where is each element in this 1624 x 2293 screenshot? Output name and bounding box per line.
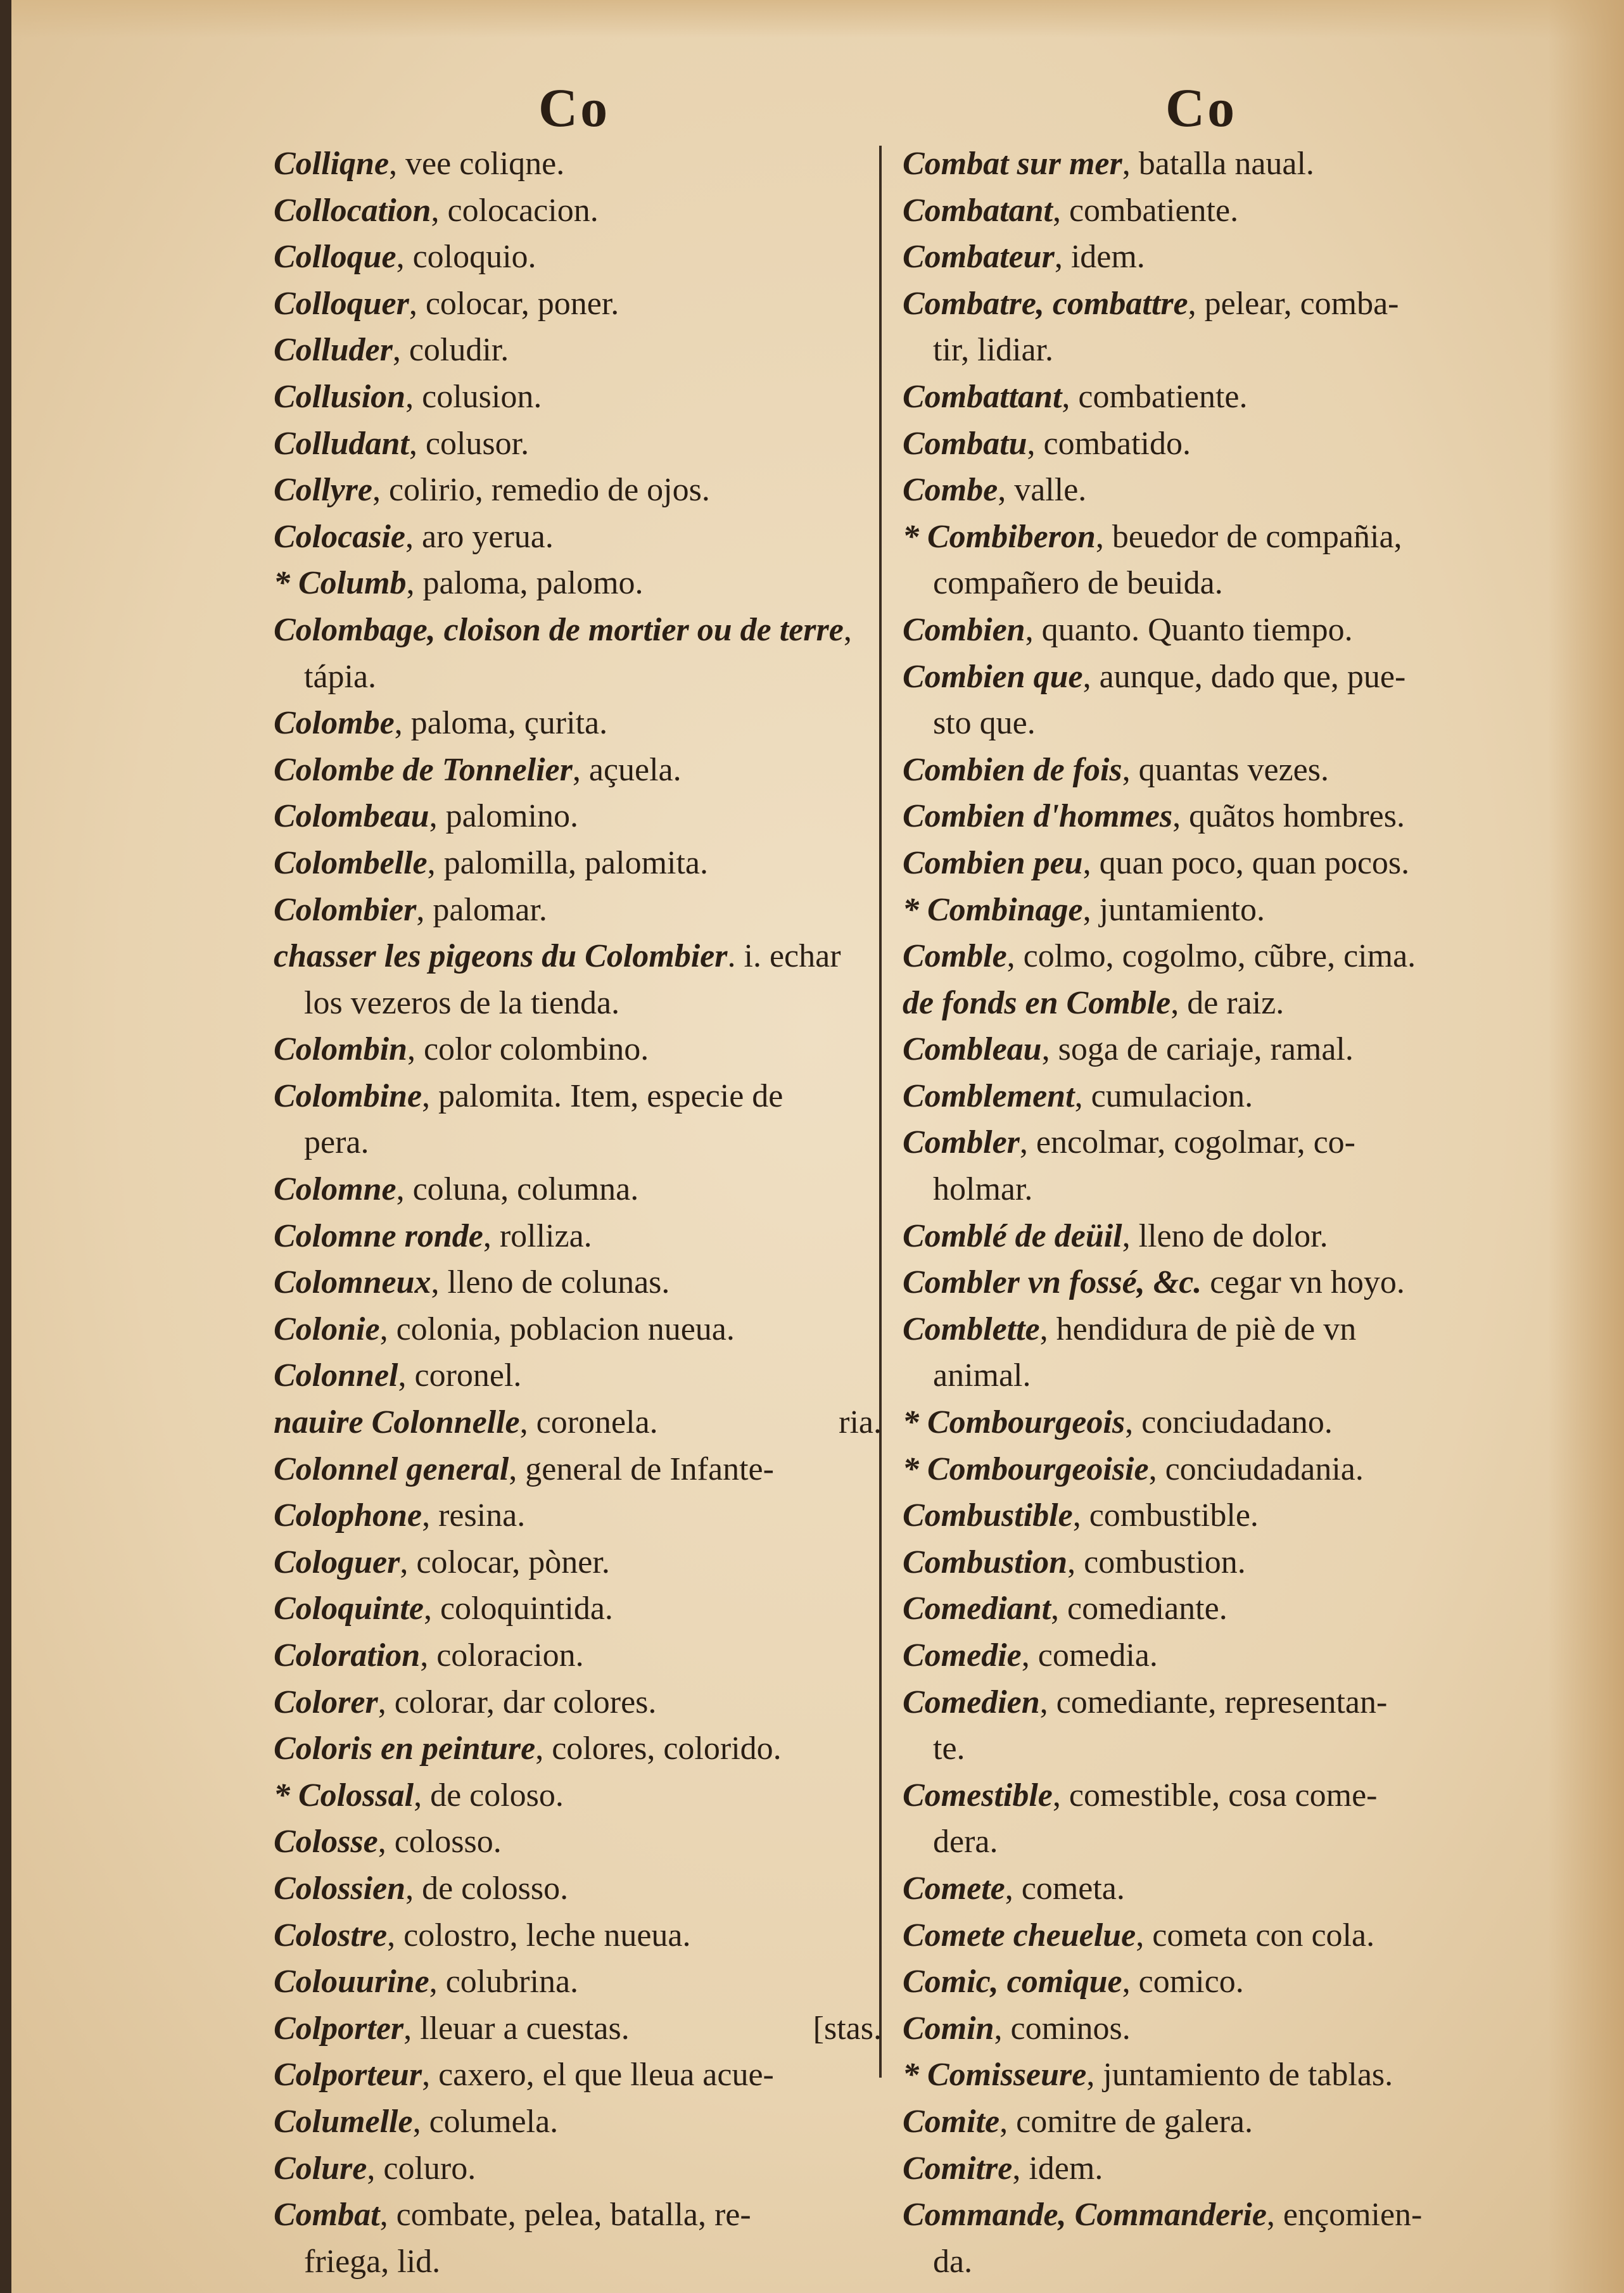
entry-continuation: da. [933, 2243, 973, 2280]
dictionary-entry [274, 234, 882, 281]
entry-definition: , lleno de colunas. [431, 1264, 670, 1301]
entry-definition: , combatiente. [1052, 192, 1239, 229]
entry-headword: Colombage, cloison de mortier ou de terre [274, 611, 844, 648]
entry-definition: , comediante. [1051, 1591, 1228, 1627]
dictionary-entry [274, 1632, 882, 1679]
entry-definition: , encolmar, cogolmar, co- [1019, 1124, 1355, 1161]
dictionary-entry [274, 1399, 882, 1446]
entry-definition: , colocar, poner. [409, 285, 619, 322]
entry-headword: Colombin [274, 1031, 407, 1068]
dictionary-entry [903, 1026, 1504, 1073]
entry-definition: , coluro. [367, 2150, 476, 2187]
dictionary-entry [274, 2192, 882, 2239]
entry-definition: cegar vn hoyo. [1202, 1264, 1405, 1301]
entry-definition: , colocacion. [431, 192, 599, 229]
dictionary-entry [903, 2099, 1504, 2145]
entry-headword: Combien de fois [903, 751, 1122, 788]
entry-headword: Colombe [274, 705, 395, 742]
entry-definition: , colirio, remedio de ojos. [372, 472, 710, 509]
dictionary-entry [903, 1259, 1504, 1306]
running-head-right: Co [1165, 77, 1238, 138]
entry-definition: , soga de cariaje, ramal. [1041, 1031, 1354, 1068]
dictionary-entry [274, 607, 882, 654]
dictionary-entry [274, 281, 882, 327]
page-right-shadow [1548, 0, 1624, 2293]
dictionary-entry [274, 1679, 882, 1726]
dictionary-entry [903, 1492, 1504, 1539]
entry-headword: Colonnel general [274, 1451, 509, 1487]
entry-definition: , [843, 611, 852, 648]
dictionary-entry [274, 1492, 882, 1539]
entry-definition: , quanto. Quanto tiempo. [1025, 611, 1353, 648]
entry-headword: Combat [274, 2197, 380, 2233]
dictionary-entry [274, 1259, 882, 1306]
dictionary-entry [903, 1119, 1504, 1166]
entry-headword: Colombine [274, 1077, 422, 1114]
entry-headword: Comin [903, 2010, 994, 2047]
entry-headword: Coloration [274, 1637, 421, 1674]
dictionary-entry [274, 514, 882, 561]
dictionary-entry [274, 1865, 882, 1912]
entry-headword: Colocasie [274, 518, 405, 555]
dictionary-entry [274, 793, 882, 840]
entry-definition: , lleno de dolor. [1122, 1217, 1328, 1254]
dictionary-entry [274, 887, 882, 934]
dictionary-entry [274, 2005, 882, 2052]
entry-definition: , quantas vezes. [1122, 751, 1329, 788]
entry-definition: , açuela. [572, 751, 682, 788]
entry-continuation: dera. [933, 1824, 998, 1860]
entry-definition: , palomino. [429, 798, 578, 835]
dictionary-entry [274, 327, 882, 374]
entry-headword: Columelle [274, 2103, 413, 2140]
entry-headword: Colomneux [274, 1264, 431, 1301]
entry-definition: , hendidura de piè de vn [1039, 1311, 1357, 1347]
entry-definition: , columela. [412, 2103, 559, 2140]
entry-headword: Combatant [903, 192, 1053, 229]
entry-headword: Colostre [274, 1917, 388, 1953]
dictionary-entry [274, 141, 882, 187]
entry-headword: Comete [903, 1870, 1005, 1907]
entry-continuation: los vezeros de la tienda. [304, 984, 620, 1021]
entry-headword: Colophone [274, 1497, 422, 1534]
entry-headword: * Comisseure [903, 2057, 1087, 2093]
entry-headword: Combleau [903, 1031, 1042, 1068]
entry-headword: Combien peu [903, 844, 1083, 881]
page-top-edge [0, 0, 1624, 38]
entry-headword: Colloquer [274, 285, 409, 322]
dictionary-entry [274, 1959, 882, 2005]
entry-headword: * Colossal [274, 1777, 414, 1813]
entry-definition: , colmo, cogolmo, cũbre, cima. [1006, 938, 1416, 975]
entry-headword: * Combinage [903, 891, 1083, 928]
entry-continuation: friega, lid. [304, 2243, 441, 2280]
entry-headword: Collusion [274, 378, 406, 415]
entry-definition: , idem. [1012, 2150, 1103, 2187]
entry-headword: Comic, comique [903, 1964, 1122, 2000]
entry-headword: Colomne [274, 1171, 396, 1208]
entry-continuation: tir, lidiar. [933, 332, 1053, 369]
entry-headword: Combat sur mer [903, 146, 1122, 182]
entry-definition: , coloquio. [396, 239, 536, 276]
entry-headword: Colloque [274, 239, 396, 276]
dictionary-entry [274, 1912, 882, 1959]
entry-definition: , palomar. [416, 891, 547, 928]
entry-definition: , colubrina. [429, 1964, 579, 2000]
entry-headword: Colombier [274, 891, 417, 928]
entry-headword: Comblé de deüil [903, 1217, 1122, 1254]
dictionary-entry [903, 1585, 1504, 1632]
entry-definition: , idem. [1054, 239, 1145, 276]
entry-headword: nauire Colonnelle [274, 1404, 520, 1441]
entry-headword: Comete cheuelue [903, 1917, 1136, 1953]
overflow-fragment: [stas. [813, 2010, 882, 2047]
entry-headword: Cologuer [274, 1544, 400, 1580]
entry-definition: , coronela. [519, 1404, 658, 1441]
dictionary-entry [903, 607, 1504, 654]
dictionary-entry [903, 793, 1504, 840]
entry-headword: Combe [903, 472, 998, 509]
entry-definition: , general de Infante- [509, 1451, 774, 1487]
entry-headword: Collocation [274, 192, 431, 229]
dictionary-entry [274, 840, 882, 887]
entry-definition: , de coloso. [414, 1777, 564, 1813]
dictionary-entry [903, 1446, 1504, 1493]
entry-definition: , cominos. [994, 2010, 1131, 2047]
entry-definition: , colosso. [377, 1824, 502, 1860]
entry-headword: Colporter [274, 2010, 404, 2047]
dictionary-entry [903, 1632, 1504, 1679]
entry-definition: , comitre de galera. [999, 2103, 1253, 2140]
entry-headword: * Combourgeoisie [903, 1451, 1149, 1487]
dictionary-entry [903, 1539, 1504, 1586]
entry-definition: , palomilla, palomita. [427, 844, 708, 881]
entry-headword: Colombe de Tonnelier [274, 751, 573, 788]
entry-headword: Colporteur [274, 2057, 422, 2093]
entry-definition: . i. echar [727, 938, 841, 975]
entry-definition: , comico. [1122, 1964, 1244, 2000]
entry-headword: Colorer [274, 1684, 378, 1720]
entry-definition: , vee coliqne. [389, 146, 565, 182]
entry-definition: , comedia. [1021, 1637, 1158, 1674]
entry-headword: * Columb [274, 565, 407, 602]
entry-headword: Combatre, combattre [903, 285, 1188, 322]
entry-definition: , colores, colorido. [535, 1731, 782, 1767]
entry-definition: , color colombino. [407, 1031, 649, 1068]
entry-definition: , paloma, palomo. [406, 565, 644, 602]
entry-definition: , cometa. [1005, 1870, 1125, 1907]
entry-definition: , de raiz. [1170, 984, 1285, 1021]
entry-headword: chasser les pigeons du Colombier [274, 938, 728, 975]
entry-definition: , colostro, leche nueua. [387, 1917, 691, 1953]
entry-definition: , rolliza. [483, 1217, 592, 1254]
entry-headword: Coloris en peinture [274, 1731, 536, 1767]
overflow-fragment: ria. [839, 1404, 882, 1441]
dictionary-entry [903, 1865, 1504, 1912]
dictionary-entry [274, 560, 882, 607]
dictionary-entry [903, 887, 1504, 934]
entry-definition: , coloracion. [420, 1637, 584, 1674]
entry-definition: , paloma, çurita. [394, 705, 608, 742]
entry-definition: , coloquintida. [423, 1591, 613, 1627]
entry-definition: , pelear, comba- [1188, 285, 1399, 322]
dictionary-entry [903, 1679, 1504, 1726]
dictionary-entry [903, 654, 1504, 701]
entry-headword: Colosse [274, 1824, 378, 1860]
entry-definition: , combatido. [1027, 425, 1191, 462]
left-column [274, 141, 882, 2285]
entry-headword: Colouurine [274, 1964, 429, 2000]
entry-headword: Combler [903, 1124, 1020, 1161]
entry-headword: Commande, Commanderie [903, 2197, 1267, 2233]
entry-headword: Combien [903, 611, 1025, 648]
entry-definition: , coluna, columna. [396, 1171, 639, 1208]
entry-definition: , cumulacion. [1074, 1077, 1253, 1114]
dictionary-entry [274, 1352, 882, 1399]
entry-headword: Colomne ronde [274, 1217, 483, 1254]
entry-headword: Colliqne [274, 146, 390, 182]
dictionary-entry [903, 2052, 1504, 2099]
entry-definition: , aro yerua. [405, 518, 554, 555]
entry-definition: , juntamiento. [1082, 891, 1265, 928]
dictionary-entry [274, 374, 882, 421]
entry-continuation: tápia. [304, 658, 377, 695]
dictionary-entry [903, 933, 1504, 980]
entry-headword: Colonnel [274, 1357, 398, 1394]
entry-headword: Colluder [274, 332, 393, 369]
dictionary-entry [903, 1213, 1504, 1260]
entry-definition: , cometa con cola. [1136, 1917, 1375, 1953]
entry-definition: , lleuar a cuestas. [403, 2010, 630, 2047]
dictionary-entry [903, 1073, 1504, 1120]
right-column [903, 141, 1504, 2285]
entry-headword: Comedien [903, 1684, 1040, 1720]
page-left-edge [0, 0, 11, 2293]
dictionary-entry [274, 1725, 882, 1772]
entry-definition: , colusion. [405, 378, 542, 415]
dictionary-entry [274, 1026, 882, 1073]
entry-continuation: sto que. [933, 705, 1036, 742]
entry-headword: Coloquinte [274, 1591, 424, 1627]
dictionary-entry [274, 1306, 882, 1353]
dictionary-entry [903, 840, 1504, 887]
dictionary-entry [274, 1213, 882, 1260]
entry-headword: Comblette [903, 1311, 1040, 1347]
dictionary-entry [274, 1539, 882, 1586]
dictionary-entry [903, 1772, 1504, 1819]
entry-definition: , conciudadano. [1125, 1404, 1333, 1441]
dictionary-entry [903, 141, 1504, 187]
entry-definition: , palomita. Item, especie de [422, 1077, 783, 1114]
entry-definition: , colonia, poblacion nueua. [379, 1311, 735, 1347]
entry-headword: de fonds en Comble [903, 984, 1171, 1021]
entry-headword: * Combourgeois [903, 1404, 1126, 1441]
entry-headword: Colure [274, 2150, 367, 2187]
entry-continuation: animal. [933, 1357, 1031, 1394]
entry-definition: , colusor. [409, 425, 530, 462]
entry-continuation: compañero de beuida. [933, 565, 1223, 602]
dictionary-entry [274, 1819, 882, 1865]
entry-continuation: pera. [304, 1124, 369, 1161]
entry-definition: , beuedor de compañia, [1095, 518, 1402, 555]
dictionary-entry [903, 1306, 1504, 1353]
entry-definition: , combustion. [1067, 1544, 1246, 1580]
entry-headword: Combler vn fossé, &c. [903, 1264, 1202, 1301]
entry-headword: Combustible [903, 1497, 1073, 1534]
dictionary-entry [274, 187, 882, 234]
entry-continuation: holmar. [933, 1171, 1033, 1208]
dictionary-entry [903, 467, 1504, 514]
entry-definition: , combatiente. [1062, 378, 1248, 415]
entry-headword: Colombelle [274, 844, 428, 881]
entry-headword: Comitre [903, 2150, 1013, 2187]
entry-headword: Combien d'hommes [903, 798, 1173, 835]
dictionary-entry [903, 421, 1504, 467]
dictionary-entry [903, 747, 1504, 794]
entry-definition: , conciudadania. [1148, 1451, 1364, 1487]
entry-definition: , quan poco, quan pocos. [1082, 844, 1410, 881]
entry-headword: Combateur [903, 239, 1055, 276]
entry-headword: Comedie [903, 1637, 1022, 1674]
entry-headword: Collyre [274, 472, 372, 509]
dictionary-entry [274, 421, 882, 467]
dictionary-entry [903, 234, 1504, 281]
entry-headword: Colossien [274, 1870, 406, 1907]
entry-headword: Comediant [903, 1591, 1051, 1627]
entry-definition: , batalla naual. [1122, 146, 1314, 182]
entry-definition: , quãtos hombres. [1172, 798, 1405, 835]
entry-definition: , coludir. [392, 332, 509, 369]
dictionary-entry [903, 1399, 1504, 1446]
entry-headword: Comble [903, 938, 1007, 975]
dictionary-entry [274, 1772, 882, 1819]
entry-continuation: te. [933, 1731, 965, 1767]
entry-headword: Colludant [274, 425, 409, 462]
entry-definition: , colocar, pòner. [400, 1544, 610, 1580]
entry-headword: Combattant [903, 378, 1062, 415]
entry-definition: , combate, pelea, batalla, re- [379, 2197, 751, 2233]
entry-definition: , comestible, cosa come- [1052, 1777, 1378, 1813]
entry-definition: , combustible. [1072, 1497, 1259, 1534]
entry-definition: , ençomien- [1266, 2197, 1423, 2233]
entry-headword: Colonie [274, 1311, 380, 1347]
entry-headword: Combustion [903, 1544, 1068, 1580]
dictionary-entry [903, 2145, 1504, 2192]
entry-definition: , aunque, dado que, pue- [1082, 658, 1406, 695]
dictionary-entry [274, 1166, 882, 1213]
dictionary-entry [274, 2099, 882, 2145]
entry-headword: * Combiberon [903, 518, 1096, 555]
running-head-left: Co [538, 77, 611, 138]
dictionary-entry [903, 2192, 1504, 2239]
dictionary-entry [274, 1073, 882, 1120]
entry-definition: , valle. [998, 472, 1087, 509]
entry-definition: , colorar, dar colores. [377, 1684, 657, 1720]
entry-definition: , coronel. [398, 1357, 522, 1394]
dictionary-entry [274, 2145, 882, 2192]
entry-headword: Colombeau [274, 798, 429, 835]
entry-headword: Combatu [903, 425, 1027, 462]
dictionary-entry [274, 700, 882, 747]
dictionary-entry [274, 467, 882, 514]
dictionary-entry [274, 747, 882, 794]
entry-definition: , caxero, el que lleua acue- [422, 2057, 774, 2093]
dictionary-entry [903, 187, 1504, 234]
dictionary-entry [903, 1912, 1504, 1959]
dictionary-entry [903, 980, 1504, 1027]
dictionary-entry [903, 281, 1504, 327]
dictionary-entry [903, 2005, 1504, 2052]
entry-definition: , juntamiento de tablas. [1086, 2057, 1393, 2093]
entry-headword: Comblement [903, 1077, 1075, 1114]
dictionary-entry [274, 2052, 882, 2099]
dictionary-entry [274, 1446, 882, 1493]
entry-headword: Comite [903, 2103, 1000, 2140]
dictionary-entry [274, 933, 882, 980]
dictionary-entry [903, 514, 1504, 561]
entry-definition: , resina. [422, 1497, 526, 1534]
entry-definition: , de colosso. [405, 1870, 569, 1907]
dictionary-entry [903, 1959, 1504, 2005]
entry-headword: Combien que [903, 658, 1083, 695]
entry-headword: Comestible [903, 1777, 1053, 1813]
dictionary-entry [903, 374, 1504, 421]
entry-definition: , comediante, representan- [1039, 1684, 1388, 1720]
dictionary-entry [274, 1585, 882, 1632]
